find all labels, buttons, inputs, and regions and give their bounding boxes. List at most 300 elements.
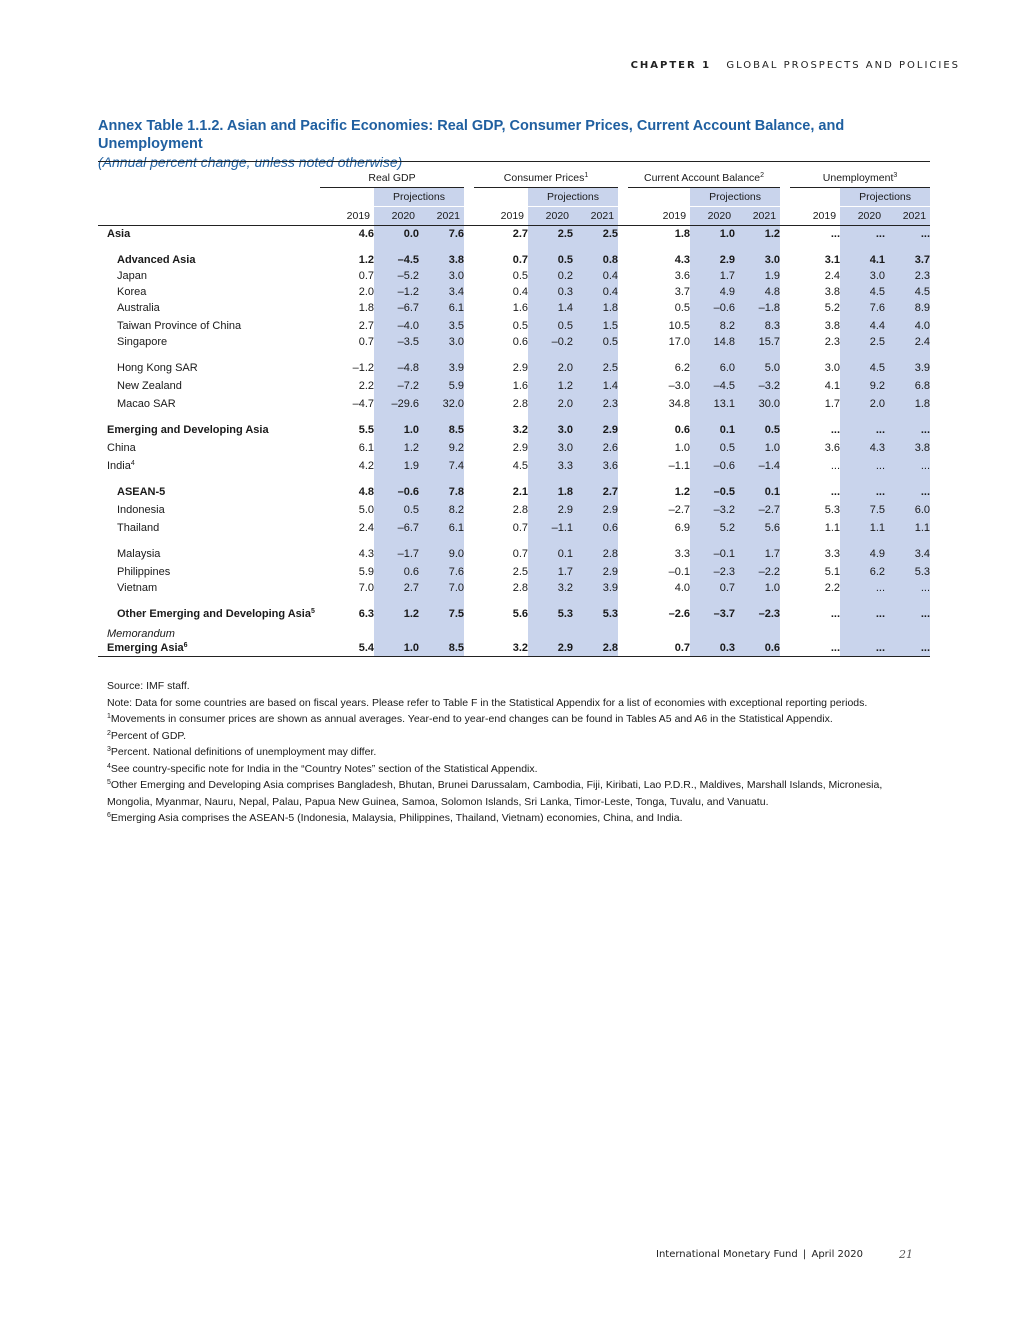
- table-cell: 2.9: [512, 362, 529, 374]
- table-cell: 0.6: [573, 520, 618, 536]
- table-cell: 6.1: [358, 442, 374, 454]
- table-cell: 2.9: [573, 422, 618, 438]
- year-label: 2020: [690, 207, 735, 226]
- table-cell: 0.6: [674, 424, 691, 436]
- table-cell: –3.2: [735, 378, 780, 394]
- table-cell: ...: [840, 422, 885, 438]
- footnote-6: $^6$Emerging Asia comprises the ASEAN-5 (Indonesia, Malaysia, Philippines, Thailand, Vietnam) economies, China, and India.: [107, 812, 683, 824]
- table-cell: 0.3: [528, 284, 573, 300]
- table-subtitle: (Annual percent change, unless noted otherwise): [98, 154, 403, 170]
- table-cell: 3.8: [824, 320, 841, 332]
- year-label: 2021: [735, 207, 780, 226]
- table-cell: 3.7: [674, 286, 691, 298]
- table-cell: 0.5: [735, 422, 780, 438]
- row-label: Advanced Asia: [117, 254, 196, 266]
- table-cell: 3.9: [573, 580, 618, 596]
- table-cell: 1.0: [735, 440, 780, 456]
- table-cell: 7.4: [419, 458, 464, 474]
- table-cell: 4.0: [674, 582, 691, 594]
- table-cell: 1.7: [824, 398, 841, 410]
- table-cell: ...: [840, 484, 885, 500]
- table-cell: 2.5: [840, 334, 885, 350]
- table-cell: 2.8: [512, 398, 529, 410]
- row-label: Singapore: [117, 336, 168, 348]
- footnote-5: $^5$Other Emerging and Developing Asia comprises Bangladesh, Bhutan, Brunei Darussalam, Cambodia, Fiji, Kiribati, Lao P.D.R., Maldives, Marshall Islands, Micronesia, Mongolia, Myanmar, Nauru, Nepal, Palau, Papua New Guinea, Samoa, Solomon Islands, Sri Lanka, Timor-Leste, Tonga, Tuvalu, and Vanuatu.: [107, 779, 883, 808]
- table-cell: 32.0: [419, 396, 464, 412]
- table-cell: 3.6: [674, 270, 691, 282]
- table-row: [98, 520, 930, 536]
- row-label: Other Emerging and Developing Asia$^5$: [117, 608, 315, 620]
- table-cell: 6.3: [358, 608, 374, 620]
- row-spacer: [98, 596, 930, 606]
- table-cell: 0.5: [512, 320, 529, 332]
- table-cell: –2.6: [668, 608, 691, 620]
- table-cell: 1.4: [528, 300, 573, 316]
- table-cell: 5.2: [690, 520, 735, 536]
- table-cell: 6.8: [885, 378, 930, 394]
- table-cell: 0.7: [358, 336, 374, 348]
- table-cell: 2.0: [358, 286, 374, 298]
- table-row: [98, 226, 930, 243]
- table-cell: 2.0: [528, 360, 573, 376]
- row-spacer: [98, 242, 930, 252]
- table-cell: ...: [885, 226, 930, 243]
- row-label: Philippines: [117, 566, 171, 578]
- table-cell: 0.5: [528, 252, 573, 268]
- year-label: 2019: [628, 207, 690, 226]
- table-cell: 1.0: [690, 226, 735, 243]
- table-cell: –4.5: [690, 378, 735, 394]
- table-cell: 1.0: [374, 422, 419, 438]
- table-cell: 3.3: [674, 548, 691, 560]
- table-cell: –4.8: [374, 360, 419, 376]
- table-cell: 4.3: [358, 548, 374, 560]
- table-cell: 8.5: [419, 422, 464, 438]
- group-header-current-account: Current Account Balance$^2$: [628, 162, 780, 188]
- table-cell: 2.7: [358, 320, 374, 332]
- table-cell: 1.5: [573, 318, 618, 334]
- table-cell: –0.5: [690, 484, 735, 500]
- chapter-label: CHAPTER 1: [630, 60, 712, 71]
- table-title: Annex Table 1.1.2. Asian and Pacific Economies: Real GDP, Consumer Prices, Current Account Balance, and Unemployment: [98, 118, 845, 152]
- table-cell: –4.0: [374, 318, 419, 334]
- table-cell: 2.5: [512, 566, 529, 578]
- table-cell: 7.8: [419, 484, 464, 500]
- table-cell: –4.7: [352, 398, 374, 410]
- row-label: Australia: [117, 302, 160, 314]
- table-cell: 4.1: [824, 380, 841, 392]
- table-cell: 4.4: [840, 318, 885, 334]
- year-header-row: [98, 207, 930, 226]
- row-label: Asia: [107, 228, 131, 240]
- row-label: Korea: [117, 286, 147, 298]
- table-cell: 7.6: [419, 226, 464, 243]
- table-cell: 1.7: [735, 546, 780, 562]
- table-cell: 0.6: [512, 336, 529, 348]
- table-cell: 2.4: [885, 334, 930, 350]
- table-cell: –1.2: [374, 284, 419, 300]
- table-cell: –6.7: [374, 520, 419, 536]
- table-cell: 3.2: [528, 580, 573, 596]
- table-row: [98, 640, 930, 657]
- table-cell: 2.8: [573, 546, 618, 562]
- table-cell: ...: [885, 484, 930, 500]
- footnote-4: $^4$See country-specific note for India in the “Country Notes” section of the Statistical Appendix.: [107, 762, 538, 775]
- table-cell: –3.2: [690, 502, 735, 518]
- table-cell: 1.1: [840, 520, 885, 536]
- table-cell: 4.3: [674, 254, 691, 266]
- table-cell: 5.0: [735, 360, 780, 376]
- table-cell: 2.4: [358, 522, 374, 534]
- table-cell: 4.2: [358, 460, 374, 472]
- table-cell: 4.8: [358, 486, 374, 498]
- table-cell: 5.5: [358, 424, 374, 436]
- table-cell: 13.1: [690, 396, 735, 412]
- table-cell: 3.0: [528, 440, 573, 456]
- table-cell: 2.2: [824, 582, 841, 594]
- table-cell: 6.1: [419, 520, 464, 536]
- row-label: Macao SAR: [117, 398, 176, 410]
- table-cell: 5.3: [824, 504, 841, 516]
- table-row: [98, 396, 930, 412]
- table-cell: –2.7: [668, 504, 691, 516]
- table-cell: 0.6: [735, 640, 780, 657]
- table-cell: 2.7: [573, 484, 618, 500]
- row-label: Emerging and Developing Asia: [107, 424, 269, 436]
- table-cell: ...: [830, 228, 841, 240]
- table-cell: 2.3: [573, 396, 618, 412]
- projections-label: Projections: [690, 188, 780, 207]
- table-cell: 9.2: [419, 440, 464, 456]
- table-cell: 8.9: [885, 300, 930, 316]
- year-label: 2021: [419, 207, 464, 226]
- table-row: [98, 378, 930, 394]
- table-cell: 8.5: [419, 640, 464, 657]
- table-cell: 0.5: [573, 334, 618, 350]
- table-cell: 0.1: [528, 546, 573, 562]
- row-label: Hong Kong SAR: [117, 362, 198, 374]
- table-row: [98, 440, 930, 456]
- row-spacer: [98, 474, 930, 484]
- table-cell: 6.2: [674, 362, 691, 374]
- projections-label: Projections: [374, 188, 464, 207]
- publication-date: April 2020: [811, 1249, 863, 1260]
- table-cell: 15.7: [735, 334, 780, 350]
- page-footer: [656, 1249, 863, 1260]
- table-cell: 4.1: [840, 252, 885, 268]
- table-cell: 2.3: [885, 268, 930, 284]
- table-cell: 17.0: [668, 336, 691, 348]
- year-label: 2019: [320, 207, 374, 226]
- table-cell: 4.5: [885, 284, 930, 300]
- memorandum-label: Memorandum: [107, 628, 175, 640]
- group-header-consumer-prices: Consumer Prices$^1$: [474, 162, 618, 188]
- table-cell: 1.2: [358, 254, 374, 266]
- table-cell: ...: [840, 606, 885, 622]
- table-row: [98, 422, 930, 438]
- year-label: 2021: [885, 207, 930, 226]
- table-cell: 1.6: [512, 380, 529, 392]
- table-cell: 3.0: [824, 362, 841, 374]
- table-cell: –3.0: [668, 380, 691, 392]
- table-row: [98, 284, 930, 300]
- table-row: [98, 580, 930, 596]
- row-label: Emerging Asia$^6$: [98, 640, 320, 657]
- table-cell: 2.9: [573, 502, 618, 518]
- table-cell: 0.4: [573, 268, 618, 284]
- table-cell: 2.9: [528, 502, 573, 518]
- table-cell: 0.7: [512, 522, 529, 534]
- table-cell: 1.8: [528, 484, 573, 500]
- table-cell: 3.3: [528, 458, 573, 474]
- table-cell: 4.5: [512, 460, 529, 472]
- table-cell: 1.7: [690, 268, 735, 284]
- table-cell: 0.5: [374, 502, 419, 518]
- row-label: Thailand: [117, 522, 160, 534]
- table-cell: 3.2: [512, 424, 529, 436]
- table-cell: 7.6: [840, 300, 885, 316]
- table-row: [98, 252, 930, 268]
- table-cell: –1.7: [374, 546, 419, 562]
- row-spacer: [98, 412, 930, 422]
- table-cell: ...: [790, 640, 840, 657]
- table-cell: 0.2: [528, 268, 573, 284]
- table-cell: –3.7: [690, 606, 735, 622]
- year-label: 2020: [528, 207, 573, 226]
- table-cell: 3.6: [824, 442, 841, 454]
- table-cell: 0.3: [690, 640, 735, 657]
- table-cell: 2.4: [824, 270, 841, 282]
- table-cell: 1.1: [824, 522, 841, 534]
- table-cell: 8.2: [419, 502, 464, 518]
- table-cell: 1.2: [374, 440, 419, 456]
- table-cell: 3.2: [474, 640, 528, 657]
- running-header: [631, 60, 960, 71]
- table-cell: 6.0: [690, 360, 735, 376]
- table-cell: 4.0: [885, 318, 930, 334]
- table-cell: ...: [885, 606, 930, 622]
- group-header-unemployment: Unemployment$^3$: [790, 162, 930, 188]
- projections-header-row: [98, 188, 930, 207]
- table-cell: 3.6: [573, 458, 618, 474]
- row-label: Japan: [117, 270, 147, 282]
- table-cell: 4.5: [840, 360, 885, 376]
- table-cell: –1.1: [528, 520, 573, 536]
- table-cell: ...: [885, 422, 930, 438]
- table-cell: 14.8: [690, 334, 735, 350]
- table-cell: 1.2: [674, 486, 691, 498]
- row-label: Taiwan Province of China: [117, 320, 242, 332]
- row-label: Malaysia: [117, 548, 161, 560]
- table-cell: 3.4: [885, 546, 930, 562]
- table-notes: [107, 678, 927, 827]
- footnote-1: $^1$Movements in consumer prices are shown as annual averages. Year-end to year-end changes can be found in Tables A5 and A6 in the Statistical Appendix.: [107, 713, 833, 725]
- publisher-name: International Monetary Fund: [656, 1249, 798, 1260]
- table-cell: –7.2: [374, 378, 419, 394]
- table-cell: 2.3: [824, 336, 841, 348]
- table-cell: 1.8: [885, 396, 930, 412]
- table-cell: 6.2: [840, 564, 885, 580]
- table-cell: 5.9: [419, 378, 464, 394]
- table-cell: ...: [885, 580, 930, 596]
- table-cell: ...: [840, 580, 885, 596]
- table-cell: 1.2: [528, 378, 573, 394]
- table-row: [98, 606, 930, 622]
- table-row: [98, 318, 930, 334]
- table-cell: 7.0: [419, 580, 464, 596]
- table-cell: 0.4: [512, 286, 529, 298]
- row-label: India$^4$: [107, 460, 135, 472]
- general-note: Note: Data for some countries are based on fiscal years. Please refer to Table F in the Statistical Appendix for a list of economies with exceptional reporting periods.: [107, 696, 868, 709]
- table-cell: 2.9: [573, 564, 618, 580]
- year-label: 2021: [573, 207, 618, 226]
- table-cell: 2.8: [512, 582, 529, 594]
- table-cell: 2.2: [358, 380, 374, 392]
- table-row: [98, 360, 930, 376]
- table-cell: –5.2: [374, 268, 419, 284]
- table-cell: 2.9: [512, 442, 529, 454]
- table-cell: 3.8: [885, 440, 930, 456]
- table-cell: ...: [830, 460, 841, 472]
- table-cell: 2.6: [573, 440, 618, 456]
- table-cell: 6.0: [885, 502, 930, 518]
- table-cell: 2.5: [573, 226, 618, 243]
- table-cell: –2.3: [735, 606, 780, 622]
- table-row: [98, 564, 930, 580]
- table-cell: ...: [840, 458, 885, 474]
- table-row: [98, 484, 930, 500]
- row-spacer: [98, 350, 930, 360]
- table-cell: 3.8: [824, 286, 841, 298]
- table-cell: 1.2: [374, 606, 419, 622]
- table-cell: 2.8: [573, 640, 618, 657]
- table-cell: 4.9: [690, 284, 735, 300]
- table-cell: 2.0: [840, 396, 885, 412]
- table-cell: 0.7: [690, 580, 735, 596]
- table-cell: 1.7: [528, 564, 573, 580]
- table-cell: 3.9: [885, 360, 930, 376]
- table-cell: 0.4: [573, 284, 618, 300]
- table-cell: 0.8: [573, 252, 618, 268]
- table-cell: –0.6: [690, 458, 735, 474]
- table-cell: 5.4: [320, 640, 374, 657]
- table-cell: 3.5: [419, 318, 464, 334]
- table-cell: 1.2: [735, 226, 780, 243]
- table-cell: 5.6: [735, 520, 780, 536]
- table-cell: 6.1: [419, 300, 464, 316]
- table-cell: 1.0: [374, 640, 419, 657]
- row-label: China: [107, 442, 136, 454]
- source-note: Source: IMF staff.: [107, 680, 190, 692]
- table-cell: ...: [830, 486, 841, 498]
- table-cell: –6.7: [374, 300, 419, 316]
- table-cell: –4.5: [374, 252, 419, 268]
- table-cell: 5.3: [885, 564, 930, 580]
- table-cell: 3.0: [528, 422, 573, 438]
- table-cell: 3.3: [824, 548, 841, 560]
- table-cell: 2.1: [512, 486, 529, 498]
- table-cell: 1.8: [674, 228, 691, 240]
- row-label: Vietnam: [117, 582, 158, 594]
- table-cell: –0.1: [668, 566, 691, 578]
- table-cell: –1.2: [352, 362, 374, 374]
- table-row: [98, 502, 930, 518]
- table-cell: –3.5: [374, 334, 419, 350]
- table-cell: 2.9: [528, 640, 573, 657]
- table-cell: ...: [830, 424, 841, 436]
- table-cell: 3.0: [735, 252, 780, 268]
- table-cell: 10.5: [668, 320, 691, 332]
- table-cell: 7.5: [840, 502, 885, 518]
- table-cell: –0.6: [690, 300, 735, 316]
- table-cell: 3.8: [419, 252, 464, 268]
- year-label: 2020: [840, 207, 885, 226]
- group-header-real-gdp: Real GDP: [320, 162, 464, 188]
- projections-label: Projections: [840, 188, 930, 207]
- table-cell: –2.2: [735, 564, 780, 580]
- table-cell: –1.8: [735, 300, 780, 316]
- table-cell: 8.3: [735, 318, 780, 334]
- table-cell: 0.5: [690, 440, 735, 456]
- table-cell: 1.6: [512, 302, 529, 314]
- table-cell: 0.7: [358, 270, 374, 282]
- table-cell: ...: [840, 226, 885, 243]
- table-cell: 9.0: [419, 546, 464, 562]
- table-row: [98, 546, 930, 562]
- table-cell: 5.1: [824, 566, 841, 578]
- table-cell: –0.2: [528, 334, 573, 350]
- table-cell: ...: [885, 640, 930, 657]
- table-cell: 8.2: [690, 318, 735, 334]
- table-cell: ...: [840, 640, 885, 657]
- table-cell: 3.1: [824, 254, 841, 266]
- projections-label: Projections: [528, 188, 618, 207]
- table-cell: 5.6: [512, 608, 529, 620]
- table-cell: –0.1: [690, 546, 735, 562]
- table-cell: 3.9: [419, 360, 464, 376]
- table-cell: ...: [885, 458, 930, 474]
- table-cell: 4.3: [840, 440, 885, 456]
- table-cell: –1.4: [735, 458, 780, 474]
- table-cell: 0.7: [512, 254, 529, 266]
- table-cell: 2.8: [512, 504, 529, 516]
- table-cell: 6.9: [674, 522, 691, 534]
- table-cell: 1.1: [885, 520, 930, 536]
- table-cell: 3.0: [419, 334, 464, 350]
- table-cell: 4.5: [840, 284, 885, 300]
- table-cell: 4.8: [735, 284, 780, 300]
- table-row: [98, 458, 930, 474]
- table-cell: 5.0: [358, 504, 374, 516]
- annex-table: [98, 161, 930, 657]
- row-label: ASEAN-5: [117, 486, 166, 498]
- footnote-3: $^3$Percent. National definitions of unemployment may differ.: [107, 746, 377, 758]
- table-cell: 1.0: [674, 442, 691, 454]
- table-cell: 7.5: [419, 606, 464, 622]
- table-cell: –2.7: [735, 502, 780, 518]
- page-number: 21: [899, 1248, 913, 1261]
- table-cell: 2.9: [690, 252, 735, 268]
- table-cell: 9.2: [840, 378, 885, 394]
- table-cell: 2.0: [528, 396, 573, 412]
- footer-separator: |: [802, 1249, 807, 1260]
- year-label: 2019: [790, 207, 840, 226]
- table-cell: 0.7: [628, 640, 690, 657]
- table-cell: 0.5: [512, 270, 529, 282]
- table-cell: 5.9: [358, 566, 374, 578]
- table-cell: –29.6: [374, 396, 419, 412]
- table-cell: 0.5: [674, 302, 691, 314]
